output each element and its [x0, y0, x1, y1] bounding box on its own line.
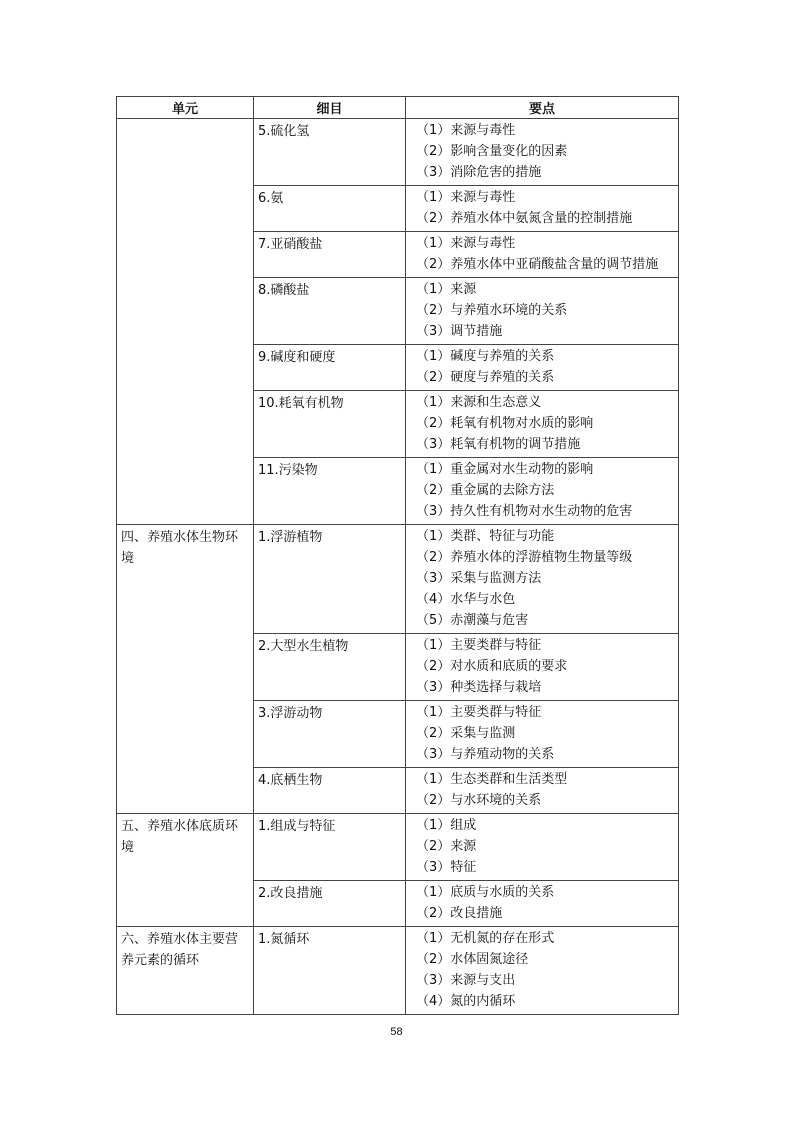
- point-item: （2）养殖水体的浮游植物生物量等级: [416, 550, 633, 565]
- detail-cell: 1.浮游植物: [254, 525, 406, 634]
- detail-cell: 8.磷酸盐: [254, 278, 406, 345]
- points-cell: [406, 701, 679, 768]
- point-item: （1）来源: [416, 282, 477, 297]
- point-item: （4）氮的内循环: [416, 994, 516, 1009]
- point-item: （2）养殖水体中氨氮含量的控制措施: [416, 211, 633, 226]
- point-item: （2）耗氧有机物对水质的影响: [416, 416, 594, 431]
- point-item: （1）来源与毒性: [416, 236, 516, 251]
- point-item: （2）对水质和底质的要求: [416, 659, 568, 674]
- detail-cell: 5.硫化氢: [254, 119, 406, 186]
- point-item: （3）消除危害的措施: [416, 165, 542, 180]
- detail-cell: 2.改良措施: [254, 881, 406, 927]
- detail-cell: 7.亚硝酸盐: [254, 232, 406, 278]
- table-body: [117, 119, 679, 1015]
- point-item: （2）硬度与养殖的关系: [416, 370, 555, 385]
- point-item: （3）持久性有机物对水生动物的危害: [416, 504, 633, 519]
- point-item: （1）来源与毒性: [416, 190, 516, 205]
- header-detail: 细目: [254, 97, 406, 119]
- point-item: （1）组成: [416, 818, 477, 833]
- points-cell: [406, 119, 679, 186]
- points-cell: [406, 525, 679, 634]
- point-item: （3）耗氧有机物的调节措施: [416, 437, 581, 452]
- point-item: （2）影响含量变化的因素: [416, 144, 568, 159]
- header-points: 要点: [406, 97, 679, 119]
- point-item: （1）主要类群与特征: [416, 638, 542, 653]
- point-item: （1）生态类群和生活类型: [416, 772, 568, 787]
- unit-cell: 五、养殖水体底质环境: [117, 814, 254, 927]
- points-cell: [406, 634, 679, 701]
- table-header-row: [117, 97, 679, 119]
- point-item: （3）来源与支出: [416, 973, 516, 988]
- detail-cell: 2.大型水生植物: [254, 634, 406, 701]
- point-item: （1）类群、特征与功能: [416, 529, 555, 544]
- point-item: （1）无机氮的存在形式: [416, 931, 555, 946]
- points-cell: [406, 814, 679, 881]
- detail-cell: 3.浮游动物: [254, 701, 406, 768]
- point-item: （2）养殖水体中亚硝酸盐含量的调节措施: [416, 257, 659, 272]
- point-item: （1）底质与水质的关系: [416, 885, 555, 900]
- table-row: [117, 119, 679, 186]
- point-item: （5）赤潮藻与危害: [416, 613, 529, 628]
- point-item: （4）水华与水色: [416, 592, 516, 607]
- detail-cell: 1.氮循环: [254, 927, 406, 1015]
- point-item: （1）主要类群与特征: [416, 705, 542, 720]
- points-cell: [406, 345, 679, 391]
- point-item: （3）种类选择与栽培: [416, 680, 542, 695]
- detail-cell: 10.耗氧有机物: [254, 391, 406, 458]
- point-item: （1）碱度与养殖的关系: [416, 349, 555, 364]
- points-cell: [406, 232, 679, 278]
- unit-cell: [117, 119, 254, 525]
- point-item: （2）重金属的去除方法: [416, 483, 555, 498]
- point-item: （2）来源: [416, 839, 477, 854]
- unit-cell: 六、养殖水体主要营养元素的循环: [117, 927, 254, 1015]
- points-cell: [406, 881, 679, 927]
- point-item: （3）与养殖动物的关系: [416, 747, 555, 762]
- point-item: （1）重金属对水生动物的影响: [416, 462, 594, 477]
- point-item: （3）采集与监测方法: [416, 571, 542, 586]
- header-unit: 单元: [117, 97, 254, 119]
- page-number: 58: [390, 1026, 403, 1038]
- point-item: （3）调节措施: [416, 324, 503, 339]
- points-cell: [406, 278, 679, 345]
- points-cell: [406, 186, 679, 232]
- detail-cell: 4.底栖生物: [254, 768, 406, 814]
- unit-cell: 四、养殖水体生物环境: [117, 525, 254, 814]
- points-cell: [406, 768, 679, 814]
- detail-cell: 6.氨: [254, 186, 406, 232]
- point-item: （2）与养殖水环境的关系: [416, 303, 568, 318]
- points-cell: [406, 458, 679, 525]
- detail-cell: 11.污染物: [254, 458, 406, 525]
- table-row: [117, 814, 679, 881]
- table-row: [117, 525, 679, 634]
- detail-cell: 1.组成与特征: [254, 814, 406, 881]
- point-item: （3）特征: [416, 860, 477, 875]
- point-item: （1）来源与毒性: [416, 123, 516, 138]
- points-cell: [406, 391, 679, 458]
- table-row: [117, 927, 679, 1015]
- detail-cell: 9.碱度和硬度: [254, 345, 406, 391]
- point-item: （2）采集与监测: [416, 726, 516, 741]
- point-item: （2）水体固氮途径: [416, 952, 529, 967]
- point-item: （1）来源和生态意义: [416, 395, 542, 410]
- points-cell: [406, 927, 679, 1015]
- point-item: （2）与水环境的关系: [416, 793, 542, 808]
- syllabus-table: [116, 96, 679, 1015]
- point-item: （2）改良措施: [416, 906, 503, 921]
